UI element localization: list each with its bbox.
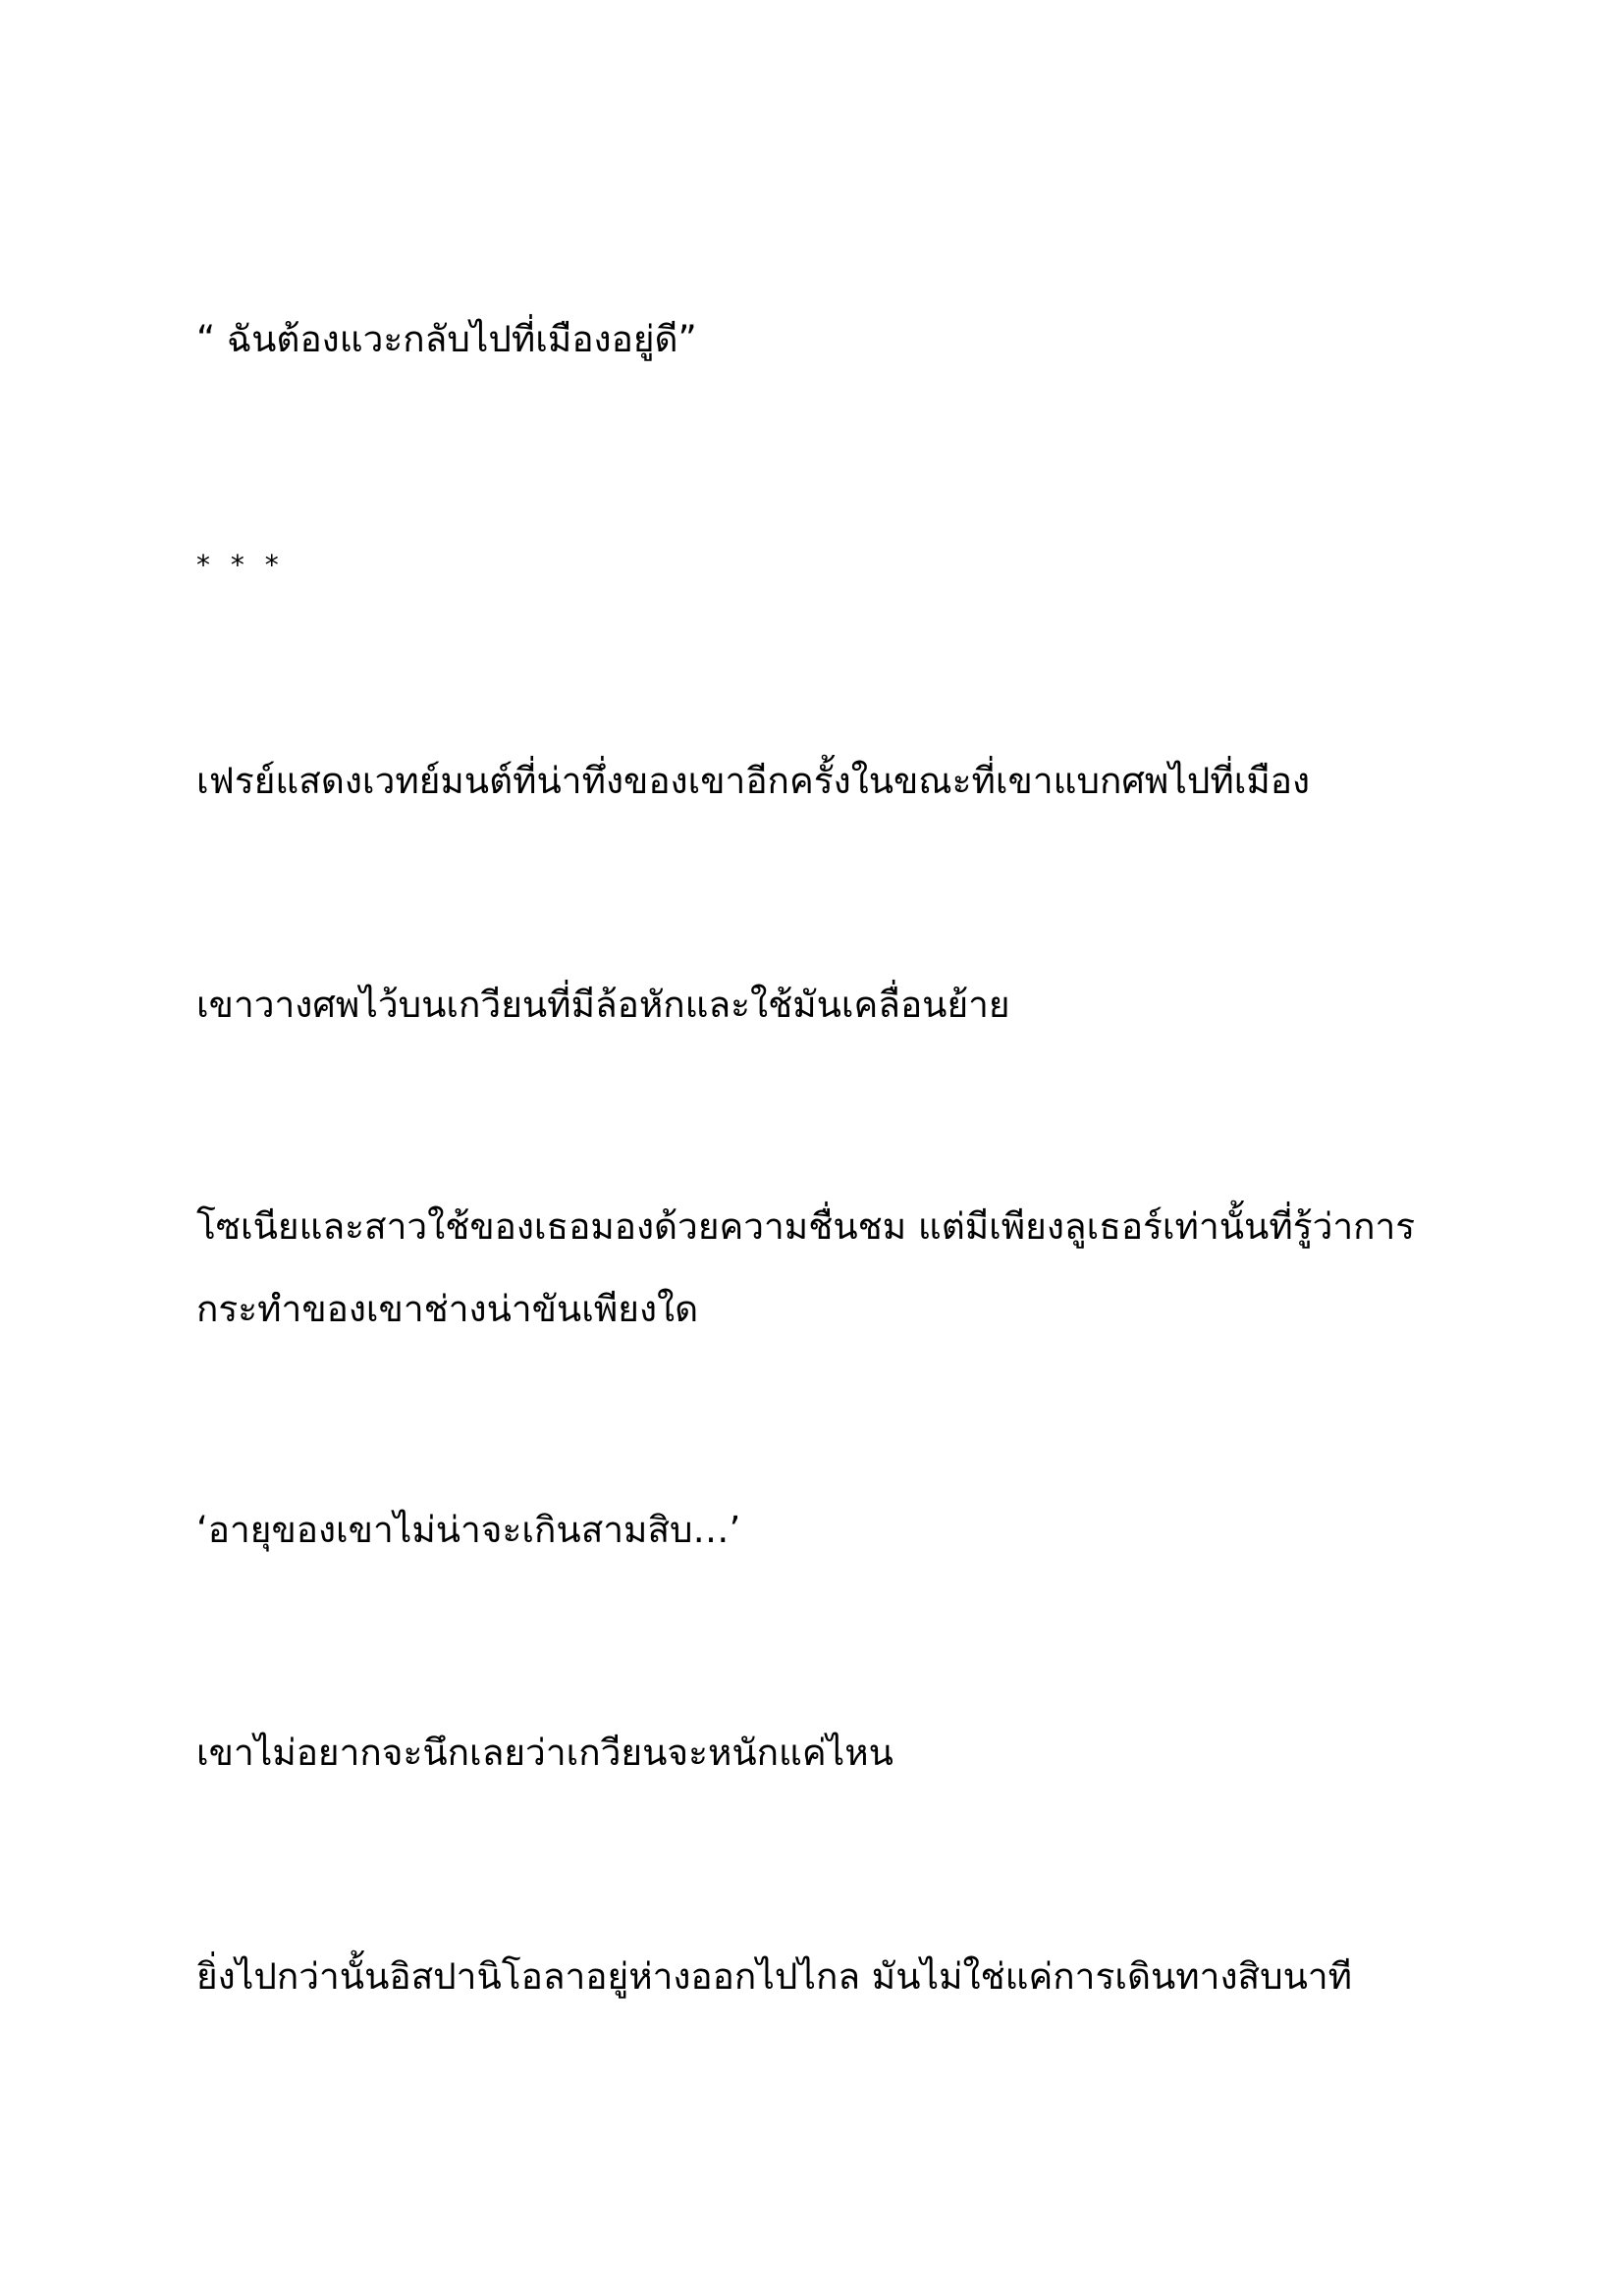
scene-break: * * * — [196, 549, 285, 581]
paragraph-line: เขาวางศพไว้บนเกวียนที่มีล้อหักและใช้มันเคลื่อนย้าย — [196, 984, 1010, 1026]
thought-line: ‘อายุของเขาไม่น่าจะเกินสามสิบ…’ — [196, 1509, 741, 1551]
paragraph-line: เขาไม่อยากจะนึกเลยว่าเกวียนจะหนักแค่ไหน — [196, 1732, 893, 1774]
dialogue-line: “ ฉันต้องแวะกลับไปที่เมืองอยู่ดี” — [196, 318, 697, 360]
paragraph-line-continuation: กระทำของเขาช่างน่าขันเพียงใด — [196, 1288, 699, 1330]
paragraph-line: โซเนียและสาวใช้ของเธอมองด้วยความชื่นชม แต่มีเพียงลูเธอร์เท่านั้นที่รู้ว่าการ — [196, 1205, 1416, 1248]
paragraph-line: เฟรย์แสดงเวทย์มนต์ที่น่าทึ่งของเขาอีกครั้งในขณะที่เขาแบกศพไปที่เมือง — [196, 760, 1311, 802]
paragraph-line: ยิ่งไปกว่านั้นอิสปานิโอลาอยู่ห่างออกไปไกล มันไม่ใช่แค่การเดินทางสิบนาที — [196, 1955, 1353, 1998]
